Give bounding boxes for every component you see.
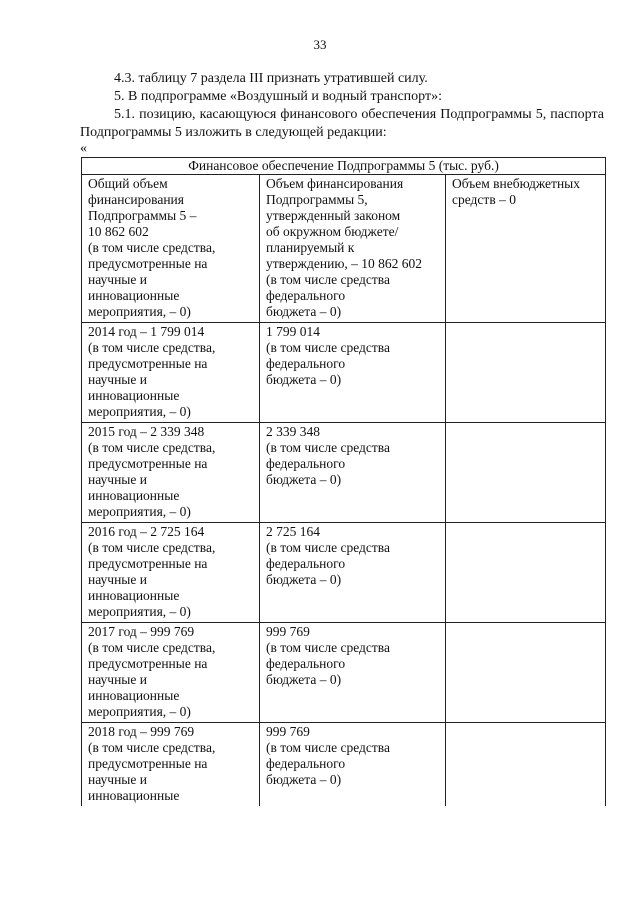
cell-text-line: научные и <box>88 772 147 787</box>
cell-text-line: об окружном бюджете/ <box>266 224 399 239</box>
year-offbudget-cell <box>446 623 606 723</box>
cell-text-line: (в том числе средства, <box>88 540 216 555</box>
year-total-cell <box>82 623 260 723</box>
cell-text-line: мероприятия, – 0) <box>88 704 191 719</box>
cell-text-line: предусмотренные на <box>88 556 208 571</box>
cell-text-line: Объем финансирования <box>266 176 404 191</box>
year-budget-cell <box>260 423 446 523</box>
cell-text-line: (в том числе средства <box>266 740 390 755</box>
year-offbudget-cell <box>446 723 606 807</box>
table-row <box>82 523 606 623</box>
cell-text-line: (в том числе средства <box>266 540 390 555</box>
cell-text-line: 2014 год – 1 799 014 <box>88 324 205 339</box>
cell-text-line: (в том числе средства, <box>88 440 216 455</box>
table-row <box>82 323 606 423</box>
table-row <box>82 623 606 723</box>
year-budget-cell <box>260 323 446 423</box>
table-title: Финансовое обеспечение Подпрограммы 5 (тыс. руб.) <box>82 158 606 175</box>
cell-text-line: научные и <box>88 372 147 387</box>
paragraph-4-3: 4.3. таблицу 7 раздела III признать утратившей силу. <box>114 71 428 86</box>
cell-text-line: 2 339 348 <box>266 424 320 439</box>
cell-text-line: 1 799 014 <box>266 324 320 339</box>
cell-text-line: инновационные <box>88 488 180 503</box>
cell-text-line: бюджета – 0) <box>266 572 342 587</box>
year-total-cell <box>82 423 260 523</box>
cell-text-line: 2 725 164 <box>266 524 320 539</box>
cell-text-line: научные и <box>88 672 147 687</box>
header-offbudget-cell <box>446 175 606 323</box>
cell-text-line: (в том числе средства <box>266 272 390 287</box>
cell-text-line: планируемый к <box>266 240 355 255</box>
cell-text-line: финансирования <box>88 192 184 207</box>
year-total-cell <box>82 723 260 807</box>
cell-text-line: инновационные <box>88 688 180 703</box>
year-total-cell <box>82 323 260 423</box>
year-total-cell <box>82 523 260 623</box>
cell-text-line: 2018 год – 999 769 <box>88 724 195 739</box>
cell-text-line: 2017 год – 999 769 <box>88 624 195 639</box>
cell-text-line: (в том числе средства <box>266 640 390 655</box>
cell-text-line: предусмотренные на <box>88 356 208 371</box>
year-offbudget-cell <box>446 323 606 423</box>
cell-text-line: мероприятия, – 0) <box>88 604 191 619</box>
year-budget-cell <box>260 523 446 623</box>
cell-text-line: инновационные <box>88 288 180 303</box>
cell-text-line: мероприятия, – 0) <box>88 404 191 419</box>
cell-text-line: (в том числе средства, <box>88 240 216 255</box>
cell-text-line: федерального <box>266 288 346 303</box>
cell-text-line: мероприятия, – 0) <box>88 504 191 519</box>
table-header-row <box>82 175 606 323</box>
cell-text-line: предусмотренные на <box>88 256 208 271</box>
cell-text-line: 999 769 <box>266 724 310 739</box>
cell-text-line: (в том числе средства <box>266 440 390 455</box>
cell-text-line: инновационные <box>88 588 180 603</box>
year-offbudget-cell <box>446 523 606 623</box>
year-budget-cell <box>260 623 446 723</box>
paragraph-5-1: 5.1. позицию, касающуюся финансового обеспечения Подпрограммы 5, паспорта Подпрограммы 5 изложить в следующей редакции: <box>80 107 604 140</box>
cell-text-line: Подпрограммы 5, <box>266 192 368 207</box>
year-budget-cell <box>260 723 446 807</box>
table-row <box>82 723 606 807</box>
cell-text-line: федерального <box>266 456 346 471</box>
page-number: 33 <box>313 37 327 52</box>
cell-text-line: федерального <box>266 356 346 371</box>
cell-text-line: средств – 0 <box>452 192 516 207</box>
cell-text-line: научные и <box>88 272 147 287</box>
cell-text-line: научные и <box>88 472 147 487</box>
cell-text-line: утвержденный законом <box>266 208 401 223</box>
cell-text-line: 10 862 602 <box>88 224 149 239</box>
cell-text-line: (в том числе средства, <box>88 740 216 755</box>
financing-table <box>81 157 606 806</box>
cell-text-line: бюджета – 0) <box>266 372 342 387</box>
cell-text-line: федерального <box>266 556 346 571</box>
year-offbudget-cell <box>446 423 606 523</box>
header-total-cell <box>82 175 260 323</box>
cell-text-line: Подпрограммы 5 – <box>88 208 197 223</box>
cell-text-line: предусмотренные на <box>88 756 208 771</box>
cell-text-line: (в том числе средства <box>266 340 390 355</box>
cell-text-line: предусмотренные на <box>88 456 208 471</box>
table-row <box>82 423 606 523</box>
cell-text-line: федерального <box>266 656 346 671</box>
cell-text-line: Общий объем <box>88 176 168 191</box>
cell-text-line: 2016 год – 2 725 164 <box>88 524 205 539</box>
cell-text-line: утверждению, – 10 862 602 <box>266 256 423 271</box>
cell-text-line: (в том числе средства, <box>88 340 216 355</box>
cell-text-line: бюджета – 0) <box>266 304 342 319</box>
cell-text-line: 2015 год – 2 339 348 <box>88 424 205 439</box>
cell-text-line: Объем внебюджетных <box>452 176 580 191</box>
cell-text-line: инновационные <box>88 388 180 403</box>
cell-text-line: инновационные <box>88 788 180 803</box>
cell-text-line: бюджета – 0) <box>266 472 342 487</box>
paragraph-5: 5. В подпрограмме «Воздушный и водный транспорт»: <box>114 89 442 104</box>
cell-text-line: (в том числе средства, <box>88 640 216 655</box>
cell-text-line: научные и <box>88 572 147 587</box>
cell-text-line: бюджета – 0) <box>266 672 342 687</box>
header-budget-cell <box>260 175 446 323</box>
cell-text-line: мероприятия, – 0) <box>88 304 191 319</box>
cell-text-line: 999 769 <box>266 624 310 639</box>
cell-text-line: бюджета – 0) <box>266 772 342 787</box>
cell-text-line: федерального <box>266 756 346 771</box>
opening-quote: « <box>80 141 87 156</box>
table-title-row <box>82 158 606 175</box>
cell-text-line: предусмотренные на <box>88 656 208 671</box>
